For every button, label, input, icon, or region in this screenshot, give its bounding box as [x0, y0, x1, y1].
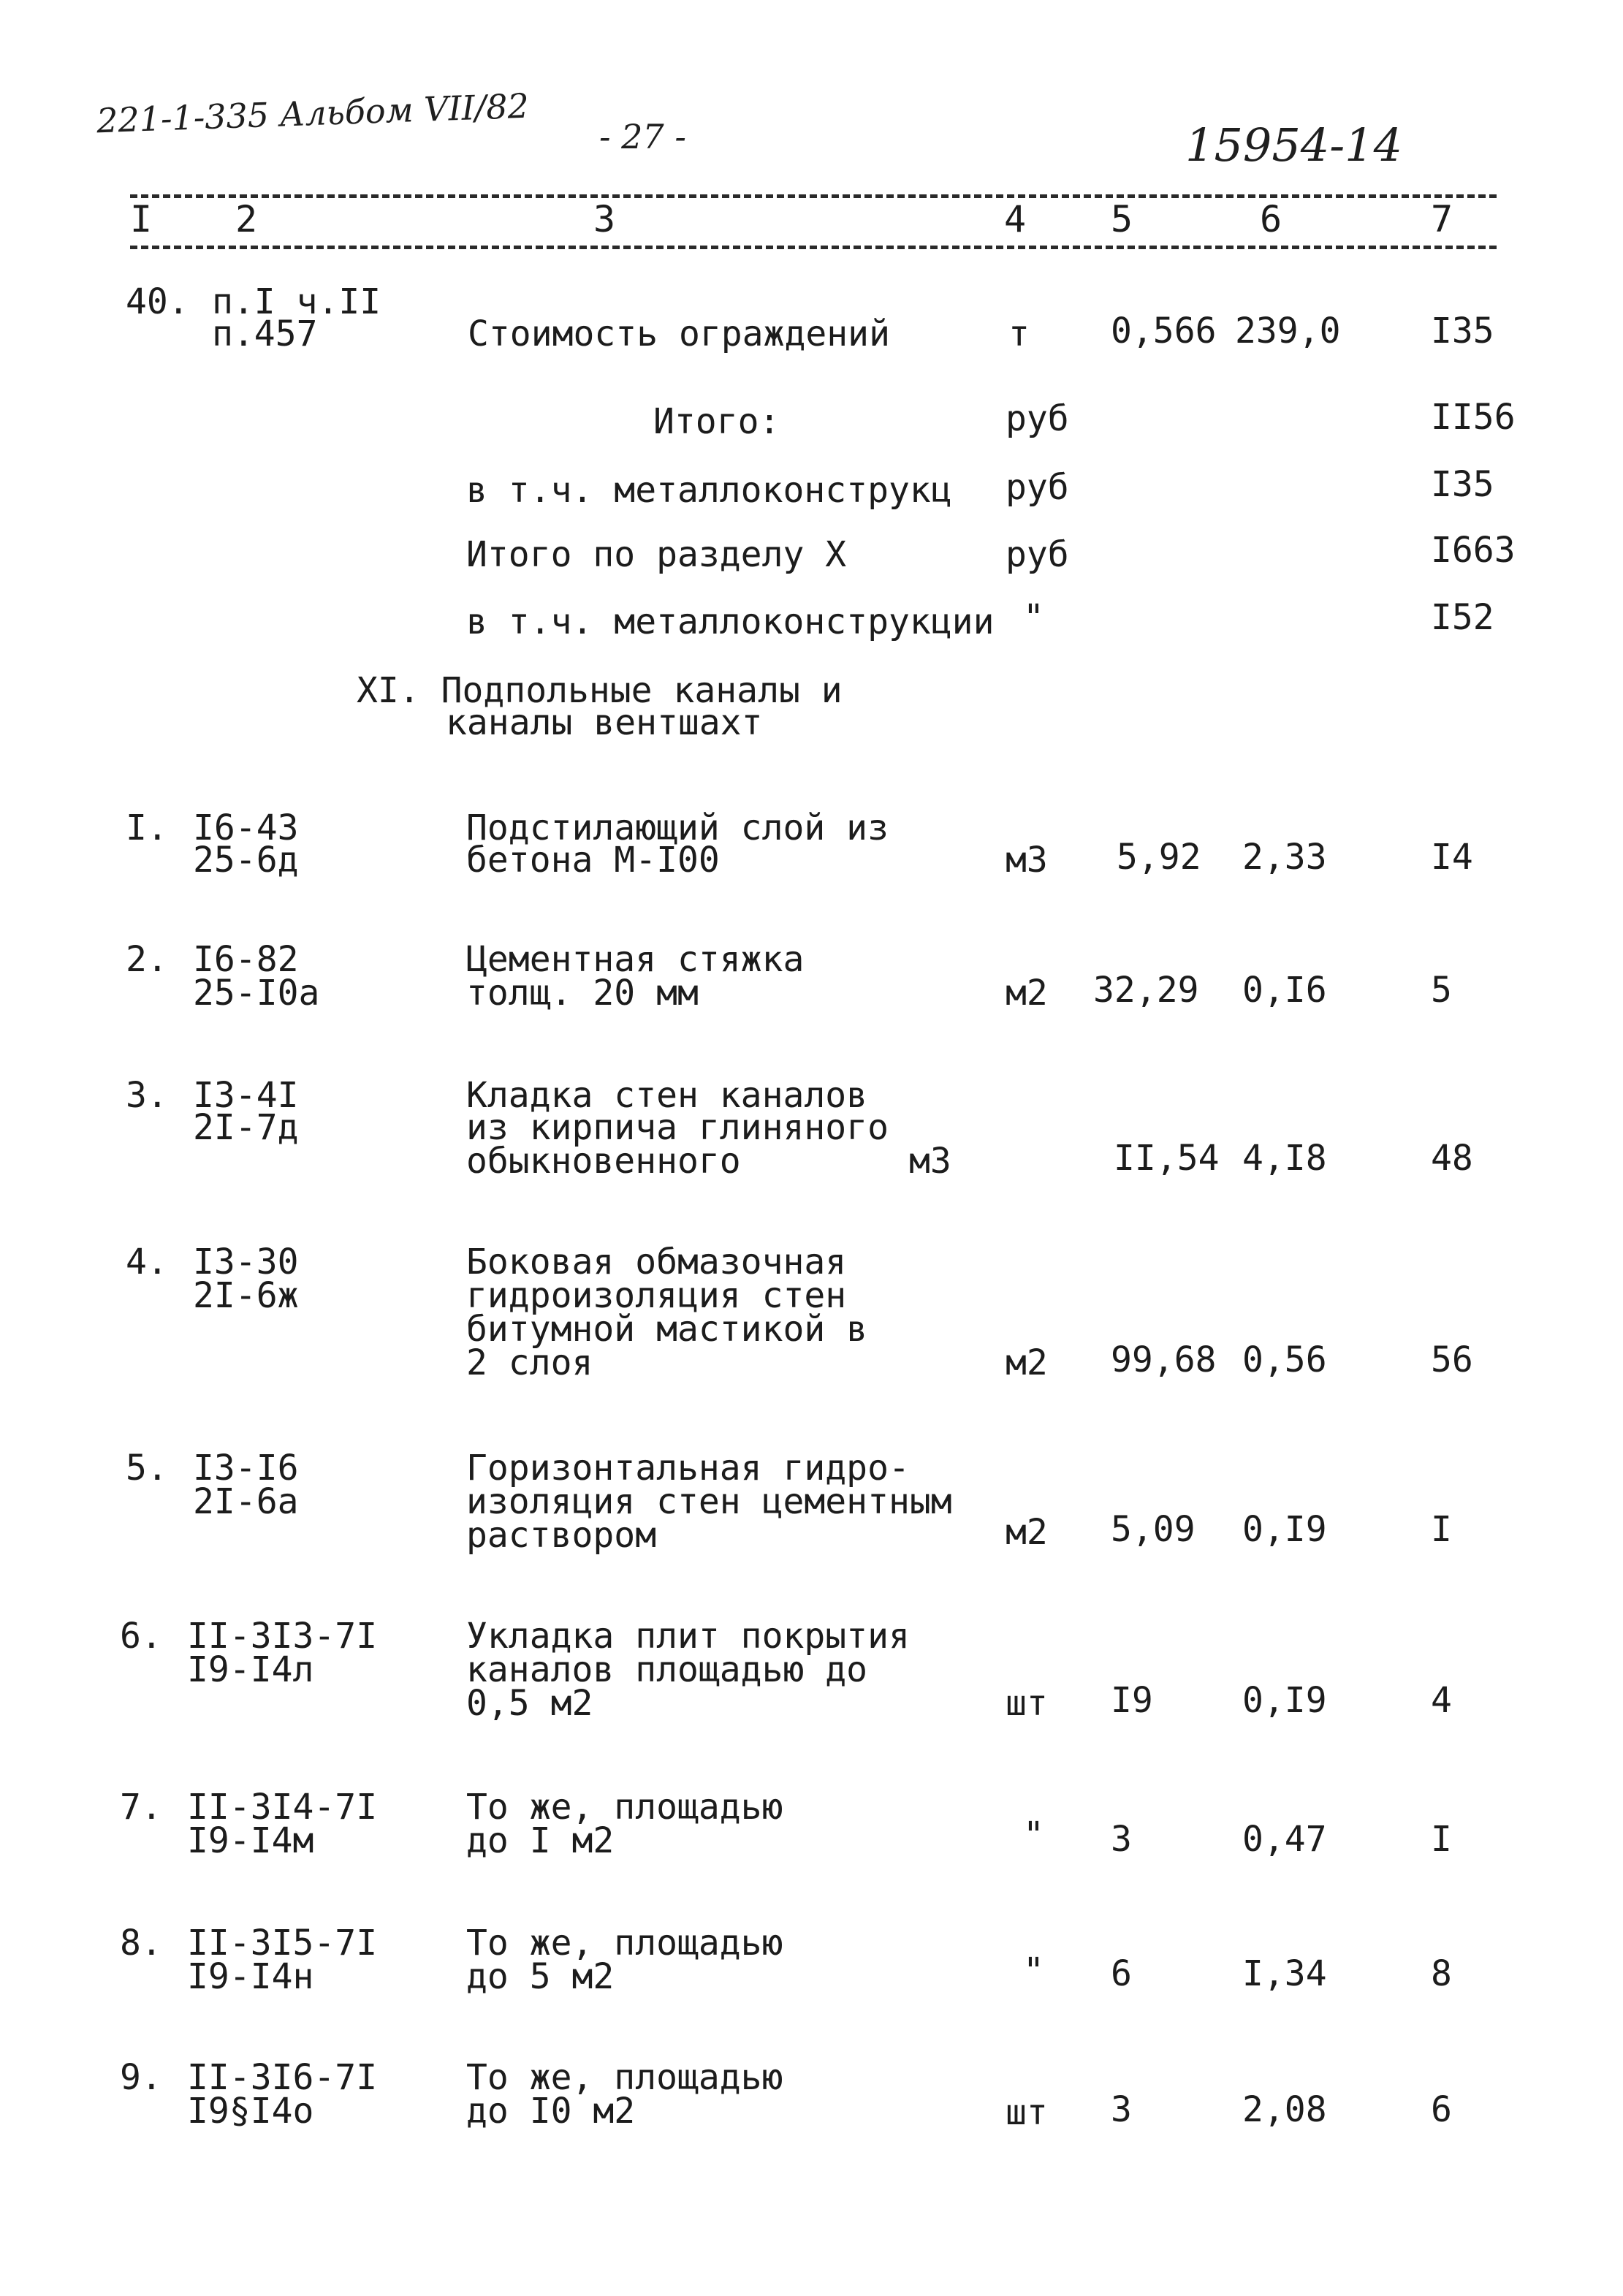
row-number: 9.	[120, 2057, 162, 2098]
row-total: I52	[1431, 597, 1494, 638]
row-description: Цементная стяжка	[466, 939, 805, 980]
row-unit: м2	[1006, 1512, 1048, 1553]
row-description: до I м2	[466, 1820, 615, 1861]
row-code-line2: 25-I0а	[193, 973, 320, 1014]
row-code-line1: I3-30	[193, 1242, 299, 1282]
row-unit: шт	[1006, 2092, 1048, 2133]
row-description: 2 слоя	[466, 1342, 593, 1383]
row-description: гидроизоляция стен	[466, 1275, 847, 1316]
row-code-line1: I3-4I	[193, 1075, 299, 1116]
row-total: 6	[1431, 2089, 1452, 2130]
row-code-line2: I9-I4л	[187, 1649, 314, 1690]
row-code-line2: 2I-6а	[193, 1481, 299, 1522]
row-quantity: 5,92	[1117, 837, 1201, 878]
row-code-line1: II-3I4-7I	[187, 1787, 378, 1828]
row-price: 4,I8	[1242, 1138, 1327, 1179]
row-unit: руб	[1006, 534, 1069, 575]
row-code-line2: 2I-7д	[193, 1107, 299, 1148]
row-code-line1: II-3I3-7I	[187, 1616, 378, 1657]
row-number: 40.	[126, 281, 189, 322]
row-description: То же, площадью	[466, 1787, 783, 1828]
row-quantity: I9	[1111, 1680, 1153, 1721]
section-heading-line1: XI. Подпольные каналы и	[357, 670, 843, 711]
row-quantity: 3	[1111, 2089, 1132, 2130]
row-unit: руб	[1006, 398, 1069, 439]
row-price: 0,I9	[1242, 1680, 1327, 1721]
row-code-line1: п.I ч.II	[212, 281, 381, 322]
col-header-6: 6	[1260, 198, 1282, 240]
col-header-5: 5	[1111, 198, 1133, 240]
row-description: обыкновенного	[466, 1141, 741, 1182]
row-number: 3.	[126, 1075, 168, 1116]
row-description: Горизонтальная гидро-	[466, 1448, 910, 1489]
row-description: То же, площадью	[466, 2057, 783, 2098]
row-price: 0,I6	[1242, 970, 1327, 1011]
row-price: 239,0	[1235, 311, 1341, 351]
row-code-line2: 25-6д	[193, 840, 299, 881]
row-unit: руб	[1006, 467, 1069, 508]
row-quantity: 5,09	[1111, 1509, 1196, 1550]
row-description: Стоимость ограждений	[468, 313, 890, 354]
row-price: I,34	[1242, 1953, 1327, 1994]
row-number: 6.	[120, 1616, 162, 1657]
col-header-3: 3	[593, 198, 616, 240]
row-price: 0,I9	[1242, 1509, 1327, 1550]
row-total: 5	[1431, 970, 1452, 1011]
row-description: в т.ч. металлоконструкции	[466, 601, 995, 642]
row-code-line1: I6-82	[193, 939, 299, 980]
row-code-line1: II-3I5-7I	[187, 1923, 378, 1964]
row-number: 8.	[120, 1923, 162, 1964]
document-number: 15954-14	[1185, 118, 1403, 172]
header-top-rule	[130, 194, 1497, 198]
row-unit: "	[1023, 597, 1044, 638]
row-number: 4.	[126, 1242, 168, 1282]
row-code-line2: I9§I4о	[187, 2091, 314, 2132]
row-description: изоляция стен цементным	[466, 1481, 952, 1522]
row-description: Подстилающий слой из	[466, 807, 889, 848]
row-code-line2: I9-I4м	[187, 1820, 314, 1861]
row-total: 48	[1431, 1138, 1473, 1179]
row-number: 5.	[126, 1448, 168, 1489]
row-total: I35	[1431, 311, 1494, 351]
row-code-line1: I3-I6	[193, 1448, 299, 1489]
row-quantity: 99,68	[1111, 1339, 1217, 1380]
row-description: 0,5 м2	[466, 1683, 593, 1724]
row-description: Боковая обмазочная	[466, 1242, 847, 1282]
row-quantity: 0,566	[1111, 311, 1217, 351]
row-total: 8	[1431, 1953, 1452, 1994]
row-description: бетона М-I00	[466, 840, 720, 881]
row-description: Итого:	[653, 401, 780, 442]
row-description: из кирпича глиняного	[466, 1107, 889, 1148]
section-heading-line2: каналы вентшахт	[446, 702, 763, 743]
row-description: То же, площадью	[466, 1923, 783, 1964]
page-number: - 27 -	[599, 117, 686, 156]
row-code-line1: II-3I6-7I	[187, 2057, 378, 2098]
album-reference: 221-1-335 Альбом VII/82	[96, 85, 530, 141]
row-description: Итого по разделу X	[466, 534, 847, 575]
row-unit: м2	[1006, 973, 1048, 1014]
row-unit: шт	[1006, 1683, 1048, 1724]
row-price: 0,56	[1242, 1339, 1327, 1380]
row-description: до 5 м2	[466, 1956, 615, 1997]
row-unit: м3	[909, 1141, 951, 1182]
row-description: раствором	[466, 1515, 657, 1556]
row-total: 4	[1431, 1680, 1452, 1721]
row-number: I.	[126, 807, 168, 848]
col-header-4: 4	[1004, 198, 1027, 240]
row-unit: м3	[1006, 840, 1048, 881]
row-code-line2: I9-I4н	[187, 1956, 314, 1997]
row-code-line1: I6-43	[193, 807, 299, 848]
row-code-line2: п.457	[212, 313, 318, 354]
row-total: 56	[1431, 1339, 1473, 1380]
header-bottom-rule	[130, 246, 1497, 249]
row-total: I	[1431, 1819, 1452, 1860]
row-total: I663	[1431, 530, 1516, 571]
row-code-line2: 2I-6ж	[193, 1275, 299, 1316]
row-price: 0,47	[1242, 1819, 1327, 1860]
row-description: Кладка стен каналов	[466, 1075, 868, 1116]
row-description: толщ. 20 мм	[466, 973, 699, 1014]
row-unit: "	[1023, 1950, 1044, 1991]
row-description: битумной мастикой в	[466, 1309, 868, 1350]
row-quantity: II,54	[1114, 1138, 1220, 1179]
row-total: I	[1431, 1509, 1452, 1550]
row-total: I4	[1431, 837, 1473, 878]
row-quantity: 6	[1111, 1953, 1132, 1994]
row-description: до I0 м2	[466, 2091, 636, 2132]
row-price: 2,08	[1242, 2089, 1327, 2130]
row-total: I35	[1431, 464, 1494, 505]
col-header-7: 7	[1431, 198, 1453, 240]
row-total: II56	[1431, 397, 1516, 438]
row-price: 2,33	[1242, 837, 1327, 878]
row-unit: "	[1023, 1814, 1044, 1855]
col-header-1: I	[130, 198, 153, 240]
col-header-2: 2	[235, 198, 258, 240]
row-quantity: 3	[1111, 1819, 1132, 1860]
row-number: 2.	[126, 939, 168, 980]
row-description: в т.ч. металлоконструкц	[466, 470, 952, 511]
row-description: каналов площадью до	[466, 1649, 868, 1690]
row-quantity: 32,29	[1093, 970, 1199, 1011]
row-description: Укладка плит покрытия	[466, 1616, 910, 1657]
row-number: 7.	[120, 1787, 162, 1828]
row-unit: м2	[1006, 1342, 1048, 1383]
row-unit: т	[1008, 313, 1030, 354]
